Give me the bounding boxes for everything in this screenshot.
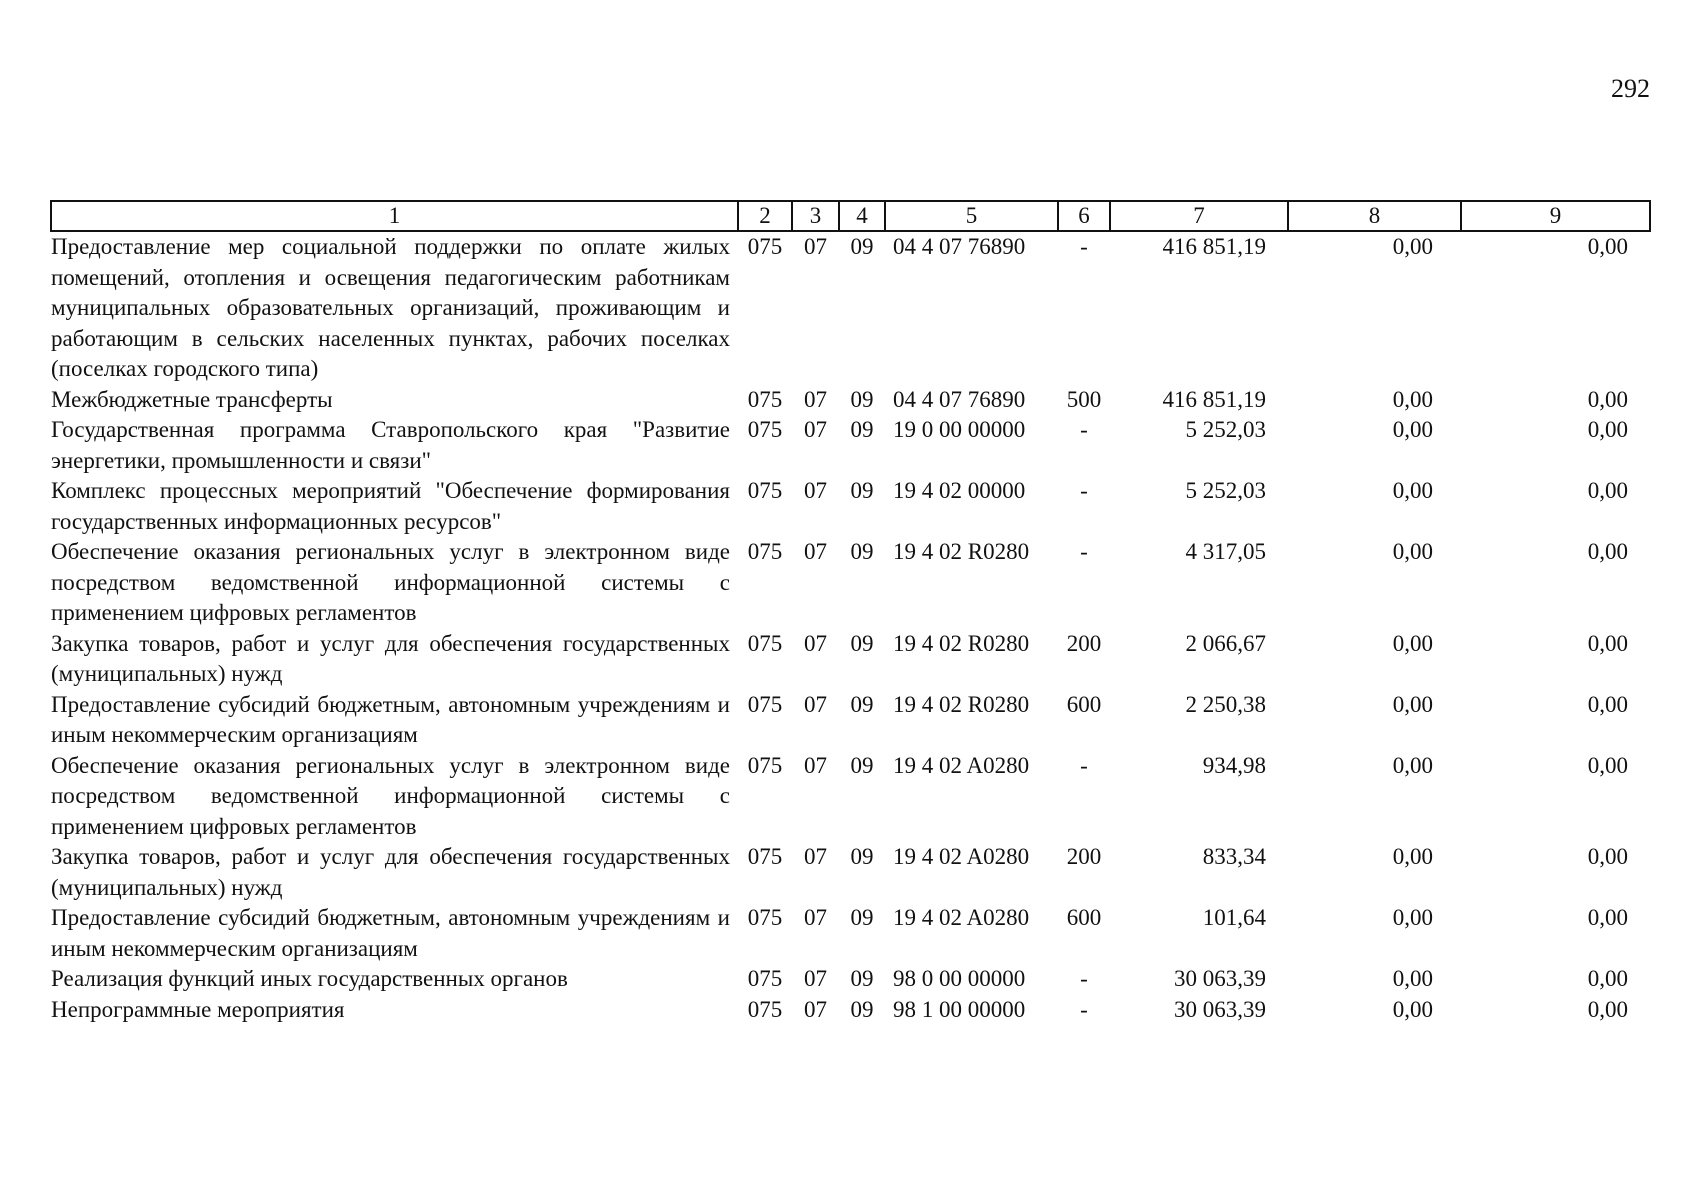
row-name-cell: Непрограммные мероприятия [51, 996, 345, 1022]
header-row [51, 201, 1650, 231]
row-sum2-cell: 0,00 [1392, 996, 1433, 1022]
row-sum2-cell: 0,00 [1392, 386, 1433, 412]
table-row [51, 964, 1650, 995]
row-name-cell: Реализация функций иных государственных органов [51, 966, 568, 991]
row-sum2-cell: 0,00 [1392, 691, 1433, 717]
row-grbs-cell: 075 [747, 996, 783, 1022]
row-name-cell: Закупка товаров, работ и услуг для обеспечения государственных (муниципальных) нужд [51, 630, 730, 686]
column-header-1: 1 [51, 201, 738, 231]
row-rz-cell: 07 [804, 539, 827, 564]
row-rz-cell: 07 [804, 905, 827, 930]
row-csr-cell: 19 4 02 A0280 [893, 905, 1030, 930]
row-sum2-cell: 0,00 [1392, 630, 1433, 656]
row-name-cell: Предоставление мер социальной поддержки по оплате жилых помещений, отопления и освещения педагогическим работникам муниципальных образовательных организаций, проживающим и работающим в сельских населенных пунктах, рабочих поселках (поселках городского типа) [51, 234, 730, 381]
column-header-7: 7 [1110, 201, 1288, 231]
row-pr-cell: 09 [850, 996, 874, 1022]
row-grbs-cell: 075 [747, 539, 783, 564]
row-pr-cell: 09 [850, 234, 874, 259]
row-rz-cell: 07 [804, 691, 827, 717]
column-header-8: 8 [1288, 201, 1461, 231]
column-header-6: 6 [1058, 201, 1110, 231]
row-sum2-cell: 0,00 [1392, 234, 1433, 259]
table-row [51, 995, 1650, 1026]
table-row [51, 385, 1650, 416]
row-grbs-cell: 075 [747, 417, 783, 442]
row-grbs-cell: 075 [747, 752, 783, 778]
row-vr-cell: 200 [1066, 630, 1102, 656]
row-grbs-cell: 075 [747, 386, 783, 412]
row-sum2-cell: 0,00 [1392, 905, 1433, 930]
row-pr-cell: 09 [850, 478, 874, 503]
row-sum-cell: 416 851,19 [1162, 234, 1266, 259]
row-csr-cell: 98 0 00 00000 [893, 966, 1026, 991]
row-name-cell: Предоставление субсидий бюджетным, автономным учреждениям и иным некоммерческим организациям [51, 691, 730, 747]
row-sum2-cell: 0,00 [1392, 752, 1433, 778]
row-vr-cell: - [1080, 234, 1088, 259]
row-name-cell: Комплекс процессных мероприятий "Обеспечение формирования государственных информационных ресурсов" [51, 478, 730, 534]
row-rz-cell: 07 [804, 630, 827, 656]
column-header-9: 9 [1461, 201, 1650, 231]
column-header-2: 2 [738, 201, 792, 231]
row-sum3-cell: 0,00 [1587, 234, 1628, 259]
table-row [51, 231, 1650, 385]
row-grbs-cell: 075 [747, 234, 783, 259]
column-header-4: 4 [839, 201, 885, 231]
row-grbs-cell: 075 [747, 905, 783, 930]
row-sum3-cell: 0,00 [1587, 417, 1628, 442]
table-row [51, 690, 1650, 751]
row-sum-cell: 30 063,39 [1174, 996, 1266, 1022]
row-name-cell: Закупка товаров, работ и услуг для обеспечения государственных (муниципальных) нужд [51, 844, 730, 900]
table-row [51, 415, 1650, 476]
row-pr-cell: 09 [850, 386, 874, 412]
row-name-cell: Обеспечение оказания региональных услуг в электронном виде посредством ведомственной информационной системы с применением цифровых регламентов [51, 752, 730, 839]
row-rz-cell: 07 [804, 966, 827, 991]
table-row [51, 842, 1650, 903]
row-sum3-cell: 0,00 [1587, 630, 1628, 656]
row-pr-cell: 09 [850, 691, 874, 717]
row-sum-cell: 4 317,05 [1185, 539, 1266, 564]
row-sum3-cell: 0,00 [1587, 905, 1628, 930]
table-body [51, 231, 1650, 1025]
row-sum2-cell: 0,00 [1392, 539, 1433, 564]
row-sum-cell: 833,34 [1202, 844, 1266, 869]
row-vr-cell: - [1080, 966, 1088, 991]
row-sum-cell: 416 851,19 [1162, 386, 1266, 412]
row-sum-cell: 934,98 [1202, 752, 1266, 778]
row-vr-cell: - [1080, 417, 1088, 442]
row-sum3-cell: 0,00 [1587, 844, 1628, 869]
row-vr-cell: - [1080, 752, 1088, 778]
row-pr-cell: 09 [850, 539, 874, 564]
row-sum-cell: 101,64 [1202, 905, 1266, 930]
table-row [51, 537, 1650, 629]
row-rz-cell: 07 [804, 844, 827, 869]
row-name-cell: Обеспечение оказания региональных услуг в электронном виде посредством ведомственной информационной системы с применением цифровых регламентов [51, 539, 730, 625]
row-grbs-cell: 075 [747, 630, 783, 656]
row-grbs-cell: 075 [747, 966, 783, 991]
row-vr-cell: 200 [1066, 844, 1102, 869]
row-csr-cell: 19 4 02 00000 [893, 478, 1026, 503]
row-rz-cell: 07 [804, 234, 827, 259]
row-sum3-cell: 0,00 [1587, 386, 1628, 412]
row-vr-cell: 600 [1066, 691, 1102, 717]
row-sum2-cell: 0,00 [1392, 478, 1433, 503]
budget-table-container [50, 200, 1649, 1025]
row-csr-cell: 19 4 02 R0280 [893, 539, 1030, 564]
row-sum-cell: 5 252,03 [1185, 417, 1266, 442]
row-csr-cell: 19 4 02 R0280 [893, 691, 1030, 717]
row-rz-cell: 07 [804, 386, 827, 412]
row-sum3-cell: 0,00 [1587, 539, 1628, 564]
row-pr-cell: 09 [850, 844, 874, 869]
row-vr-cell: - [1080, 478, 1088, 503]
table-row [51, 751, 1650, 843]
row-grbs-cell: 075 [747, 478, 783, 503]
row-sum-cell: 2 250,38 [1185, 691, 1266, 717]
table-row [51, 476, 1650, 537]
table-row [51, 629, 1650, 690]
row-csr-cell: 19 0 00 00000 [893, 417, 1026, 442]
row-sum2-cell: 0,00 [1392, 844, 1433, 869]
row-sum3-cell: 0,00 [1587, 966, 1628, 991]
row-name-cell: Государственная программа Ставропольского края "Развитие энергетики, промышленности и связи" [51, 417, 730, 473]
table-row [51, 903, 1650, 964]
row-csr-cell: 04 4 07 76890 [893, 386, 1026, 412]
row-rz-cell: 07 [804, 417, 827, 442]
row-vr-cell: - [1080, 539, 1088, 564]
row-pr-cell: 09 [850, 417, 874, 442]
row-vr-cell: - [1080, 996, 1088, 1022]
column-header-3: 3 [792, 201, 839, 231]
row-rz-cell: 07 [804, 996, 827, 1022]
row-csr-cell: 19 4 02 A0280 [893, 844, 1030, 869]
page-number: 292 [1611, 74, 1650, 103]
row-rz-cell: 07 [804, 478, 827, 503]
row-rz-cell: 07 [804, 752, 827, 778]
row-sum-cell: 2 066,67 [1185, 630, 1266, 656]
row-sum3-cell: 0,00 [1587, 996, 1628, 1022]
row-sum-cell: 30 063,39 [1174, 966, 1266, 991]
row-sum3-cell: 0,00 [1587, 478, 1628, 503]
budget-table [50, 200, 1651, 1025]
table-header [51, 201, 1650, 231]
row-sum2-cell: 0,00 [1392, 966, 1433, 991]
row-sum2-cell: 0,00 [1392, 417, 1433, 442]
row-sum3-cell: 0,00 [1587, 752, 1628, 778]
row-name-cell: Межбюджетные трансферты [51, 386, 333, 412]
row-pr-cell: 09 [850, 630, 874, 656]
row-grbs-cell: 075 [747, 691, 783, 717]
row-sum3-cell: 0,00 [1587, 691, 1628, 717]
row-vr-cell: 600 [1066, 905, 1102, 930]
row-csr-cell: 04 4 07 76890 [893, 234, 1026, 259]
row-csr-cell: 98 1 00 00000 [893, 996, 1026, 1022]
row-pr-cell: 09 [850, 905, 874, 930]
row-pr-cell: 09 [850, 966, 874, 991]
row-csr-cell: 19 4 02 A0280 [893, 752, 1030, 778]
row-vr-cell: 500 [1066, 386, 1102, 412]
row-grbs-cell: 075 [747, 844, 783, 869]
row-name-cell: Предоставление субсидий бюджетным, автономным учреждениям и иным некоммерческим организациям [51, 905, 730, 961]
row-csr-cell: 19 4 02 R0280 [893, 630, 1030, 656]
row-sum-cell: 5 252,03 [1185, 478, 1266, 503]
row-pr-cell: 09 [850, 752, 874, 778]
column-header-5: 5 [885, 201, 1058, 231]
